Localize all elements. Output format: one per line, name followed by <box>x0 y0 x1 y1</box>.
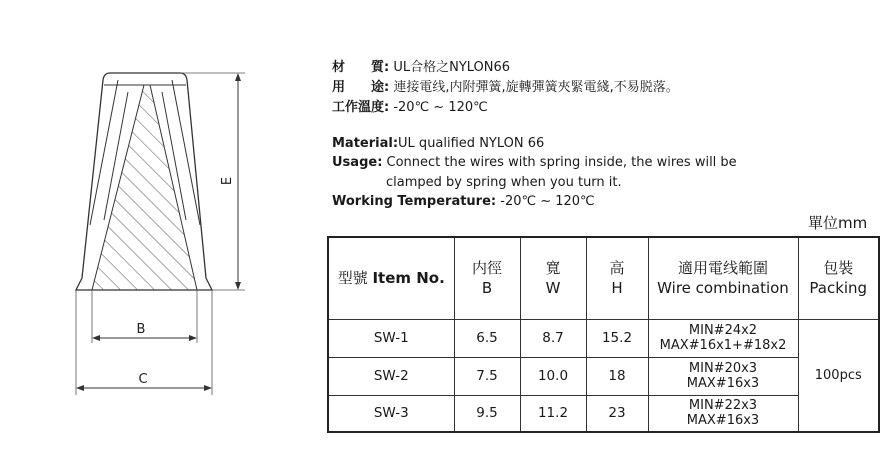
cell-wire-min: MIN#20x3 <box>688 361 758 376</box>
header-h-en: H <box>611 279 623 298</box>
table-row <box>328 357 879 395</box>
header-width <box>520 237 586 319</box>
spec-en-usage-cont <box>332 175 622 190</box>
header-item-no-cn: 型號 <box>337 269 373 288</box>
cell-h: 15.2 <box>586 319 648 357</box>
header-packing-cn: 包裝 <box>823 259 854 278</box>
connector-drawing <box>0 0 320 449</box>
cell-wire-max: MAX#16x1+#18x2 <box>659 338 787 353</box>
spec-en-usage-line1: Connect the wires with spring inside, the wires will be <box>382 155 737 170</box>
table-row <box>328 319 879 357</box>
cell-wire <box>648 357 798 395</box>
cell-wire <box>648 395 798 432</box>
cell-item: SW-1 <box>328 319 454 357</box>
cell-item: SW-2 <box>328 357 454 395</box>
cell-b: 9.5 <box>454 395 520 432</box>
table-row <box>328 395 879 432</box>
spec-en-material-value: UL qualified NYLON 66 <box>398 136 545 151</box>
spec-cn-usage-value: 連接電线,内附彈簧,旋轉彈簧夾緊電綫,不易脱落。 <box>389 80 679 95</box>
spec-cn-temp-label: 工作溫度: <box>332 100 390 115</box>
cell-wire <box>648 319 798 357</box>
header-b-cn: 内徑 <box>471 259 502 278</box>
cell-h: 23 <box>586 395 648 432</box>
header-wire-en: Wire combination <box>657 279 789 298</box>
spec-en-temp-label: Working Temperature: <box>332 194 497 209</box>
cell-b: 7.5 <box>454 357 520 395</box>
header-height <box>586 237 648 319</box>
header-item-no <box>328 237 454 319</box>
dimension-c-label: C <box>138 372 148 387</box>
dimension-b-label: B <box>136 322 146 337</box>
spec-en-usage-line2: clamped by spring when you turn it. <box>386 175 622 190</box>
header-w-en: W <box>545 279 561 298</box>
cell-wire-min: MIN#22x3 <box>688 398 758 414</box>
spec-cn-temperature <box>332 96 488 115</box>
header-wire-cn: 適用電线範圍 <box>677 259 768 278</box>
unit-label: 單位mm <box>808 214 868 232</box>
cell-h: 18 <box>586 357 648 395</box>
cell-wire-max: MAX#16x3 <box>686 376 760 391</box>
spec-en-material <box>332 136 544 151</box>
header-b-en: B <box>481 279 493 298</box>
cell-wire-max: MAX#16x3 <box>686 413 760 429</box>
spec-cn-usage-label: 用 途: <box>332 80 390 95</box>
spec-table <box>327 236 880 433</box>
table-header-row <box>328 237 879 319</box>
spec-en-temp-value: -20℃ ~ 120℃ <box>496 194 595 209</box>
spec-en-temperature <box>332 194 595 209</box>
header-w-cn: 寬 <box>545 259 561 278</box>
dimension-e-label: E <box>220 176 235 186</box>
spec-en-material-label: Material: <box>332 136 399 151</box>
cell-packing: 100pcs <box>798 319 879 432</box>
cell-b: 6.5 <box>454 319 520 357</box>
cell-w: 8.7 <box>520 319 586 357</box>
spec-cn-material <box>332 56 510 75</box>
cell-wire-min: MIN#24x2 <box>688 323 758 338</box>
spec-en-usage <box>332 155 737 170</box>
cell-item: SW-3 <box>328 395 454 432</box>
header-wire-combination <box>648 237 798 319</box>
spec-cn-usage <box>332 76 679 95</box>
spec-en-usage-label: Usage: <box>332 155 383 170</box>
cell-w: 11.2 <box>520 395 586 432</box>
header-item-no-en: Item No. <box>372 269 445 288</box>
spec-cn-material-value: UL合格之NYLON66 <box>389 60 511 75</box>
header-h-cn: 高 <box>609 259 625 278</box>
header-packing-en: Packing <box>809 279 868 298</box>
header-inner-diameter <box>454 237 520 319</box>
cell-w: 10.0 <box>520 357 586 395</box>
spec-cn-material-label: 材 質: <box>332 60 390 75</box>
header-packing <box>798 237 879 319</box>
spec-cn-temp-value: -20℃ ~ 120℃ <box>389 100 488 115</box>
